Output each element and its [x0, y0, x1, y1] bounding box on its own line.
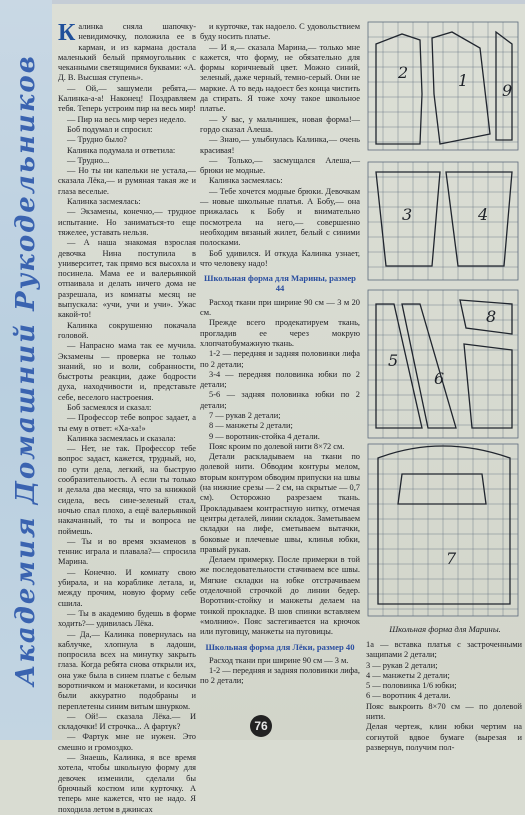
paragraph: — Да,— Калинка повернулась на каблучке, хлопнула в ладоши, попросила всех на минутку закрыть глаза. Когда ребята снова открыли их, она уже была в синем платье с белым воротничком и манжетами, и косички были аккуратно подобраны и переплетены синим витым шнурком. — [58, 629, 196, 711]
paragraph: 3-4 — передняя половинка юбки по 2 детали; — [200, 369, 360, 390]
page-number: 76 — [250, 715, 272, 737]
paragraph: Детали раскладываем на ткани по долевой нити. Обводим контуры мелом, вторым контуром обводим припуски на швы (на нижние срезы — 2 см, на скрытые — 0,7 см). Осторожно разрезаем ткань. Прокладываем контрастную нитку, отмечая центры деталей, линии складок. Заметываем складки на лифе, сметываем вытачки, боковые и плечевые швы, клинья юбки, правый рукав. — [200, 452, 360, 554]
sidebar-title: Академия Домашний Рукодельников — [11, 54, 41, 686]
pattern-piece-label: 4 — [478, 205, 489, 224]
paragraph: Калинка засмеялась: — [67, 197, 141, 207]
paragraph: Пояс кроим по долевой нити 8×72 см. — [209, 441, 345, 451]
text-column-2 — [200, 22, 360, 718]
paragraph: 3 — рукав 2 детали; — [366, 660, 438, 670]
paragraph: — Но ты ни капельки не устала,— сказала Лёка,— и румяная такая же и глаза веселые. — [58, 166, 196, 196]
paragraph: — Нет, не так. Профессор тебе вопрос задаст, кажется, трудный, но, по сути дела, легкий, на быструю сообразительность. А если ты только и делала два месяца, что за книжкой сидела, весь сине-зеленый стал, ночью спал плохо, а ещё валерьянкой накачанный, то ты и вопроса не поймешь. — [58, 444, 196, 536]
paragraph: 5-6 — задняя половинка юбки по 2 детали; — [200, 390, 360, 410]
paragraph: 5 — половинка 1/6 юбки; — [366, 681, 457, 691]
section-heading: Школьная форма для Марины, размер 44 — [204, 273, 356, 294]
paragraph: — И я,— сказала Марина,— только мне кажется, что форму, не обязательно для формы коричневый цвет. Можно синий, зеленый, даже черный, темно-серый. Они не маркие. А то ведь надоест без конца чистить да стирать. Я тоже хочу такое школьное платье. — [200, 42, 360, 114]
paragraph: — Тебе хочется модные брюки. Девочкам — новые школьные платья. А Бобу,— она прижалась к Бобу и внимательно посмотрела на него,— совершенно необходим вязаный жилет, белый с синими полосками. — [200, 186, 360, 248]
paragraph: — Ты и во время экзаменов в теннис играла и плавала?— спросила Марина. — [58, 536, 196, 567]
paragraph: — А наша знакомая взрослая девочка Нина поступила в университет, так прямо вся высохла и посинела. Мама ее и валерьянкой отпаивала и делать ничего дома не разрешала, из комнаты месяц не выпускала: «учи, учи и учи». Ужас какой-то! — [58, 238, 196, 320]
paragraph: — Пир на весь мир через недело. — [67, 114, 186, 124]
sidebar-banner — [0, 0, 52, 740]
paragraph: Калинка засмеялась и сказала: — [67, 433, 176, 443]
pattern-piece-label: 1 — [458, 71, 469, 90]
text-column-3 — [366, 640, 522, 753]
text-column-1 — [58, 20, 196, 814]
pattern-piece-label: 5 — [388, 351, 399, 370]
paragraph: Расход ткани при ширине 90 см — 3 м 20 см. — [200, 297, 360, 318]
paragraph: — Трудно... — [67, 155, 110, 165]
drop-cap: К — [58, 20, 76, 46]
pattern-piece-label: 7 — [446, 549, 457, 568]
paragraph: — Конечно. И комнату свою убирала, и на кораблике летала, и, между прочим, новую форму себе сшила. — [58, 567, 196, 608]
paragraph: — Трудно было? — [67, 135, 127, 145]
figure-caption: Школьная форма для Марины. — [389, 624, 501, 634]
pattern-piece-6 — [402, 304, 456, 428]
pattern-piece-label: 3 — [402, 205, 413, 224]
paragraph: 6 — воротник 4 детали. — [366, 691, 451, 701]
paragraph: Калинка сокрушенно покачала головой. — [58, 320, 196, 340]
paragraph: 7 — рукав 2 детали; — [209, 410, 281, 420]
paragraph: Калинка сняла шапочку-невидимочку, положила ее в карман, и из кармана достала маленький белый прямоугольник с чеканными светящимися буквами: «А. Д. В. Высшая ступень». — [58, 20, 196, 83]
paragraph: Прежде всего продекатируем ткань, прогладив ее через мокрую хлопчатобумажную ткань. — [200, 318, 360, 348]
paragraph: 9 — воротник-стойка 4 детали. — [209, 431, 320, 441]
paragraph: 1-2 — передняя и задняя половинки лифа, по 2 детали; — [200, 666, 360, 686]
paragraph: Боб засмеялся и сказал: — [67, 402, 152, 412]
paragraph: Расход ткани при ширине 90 см — 3 м. — [209, 655, 349, 665]
paragraph: — Ой!— сказала Лёка.— И складочки! И строчка... А фартук? — [58, 711, 196, 732]
paragraph: Боб удивился. И откуда Калинка узнает, что человеку надо! — [200, 248, 360, 268]
paragraph: — Ой,— зашумели ребята,— Калинка-а-а! Наконец! Поздравляем тебя. Теперь устроим пир на весь мир! — [58, 83, 196, 114]
paragraph: Калинка засмеялась: — [209, 176, 283, 186]
pattern-piece-label: 9 — [502, 81, 513, 100]
paragraph: Боб подумал и спросил: — [67, 124, 153, 134]
pattern-diagram — [362, 4, 525, 624]
paragraph: 1-2 — передняя и задняя половинки лифа по 2 детали; — [200, 349, 360, 369]
paragraph: — Ты в академию будешь в форме ходить?— удивилась Лёка. — [58, 608, 196, 629]
pattern-piece-7 — [378, 446, 510, 604]
paragraph: — Профессор тебе вопрос задает, а ты ему в ответ: «Ха-ха!» — [58, 413, 196, 433]
paragraph: Калинка подумала и ответила: — [67, 145, 176, 155]
paragraph: Делая чертеж, клин юбки чертим на согнутой вдвое бумаге (вырезая и развернув, получим пол- — [366, 722, 522, 752]
paragraph: Делаем примерку. После примерки в той же последовательности стачиваем все швы. Мягкие складки на юбке отстрачиваем отделочной строчкой до линии бедер. Воротник-стойку и манжеты делаем на тонкой прокладке. В шов спинки вставляем «молнию». Пояс застегивается на крючок или пуговицу, манжеты на пуговицы. — [200, 555, 360, 637]
section-heading: Школьная форма для Лёки, размер 40 — [205, 641, 355, 652]
pattern-piece-label: 8 — [486, 307, 497, 326]
paragraph: 8 — манжеты 2 детали; — [209, 421, 293, 431]
paragraph: — Только,— засмущался Алеша,— брюки не модные. — [200, 155, 360, 176]
paragraph: и курточке, так надоело. С удовольствием буду носить платье. — [200, 22, 360, 42]
paragraph: — Знаешь, Калинка, я все время хотела, чтобы школьную форму для девочек изменили, сделали бы брючный костюм или курточку. А теперь мне кажется, что не надо. Я походила летом в джинсах — [58, 753, 196, 814]
paragraph: — Напрасно мама так ее мучила. Экзамены — проверка не только знаний, но и воли, собранности, быстроты реакции, даже бодрости духа, находчивости и, представьте себе, веселого настроения. — [58, 341, 196, 402]
paragraph: 1а — вставка платья с застроченными защипами 2 детали; — [366, 640, 522, 660]
paragraph: — Экзамены, конечно,— трудное испытание. Но заниматься-то еще тяжелее, уставать нельзя. — [58, 207, 196, 237]
paragraph: 4 — манжеты 2 детали; — [366, 670, 450, 680]
paragraph: — Фартук мне не нужен. Это смешно и громоздко. — [58, 732, 196, 752]
paragraph: — У вас, у мальчишек, новая форма!— гордо сказал Алеша. — [200, 114, 360, 134]
pattern-piece-label: 6 — [434, 369, 445, 388]
paragraph: Пояс выкроить 8×70 см — по долевой нити. — [366, 701, 522, 722]
paragraph: — Знаю,— улыбнулась Калинка,— очень красивая! — [200, 135, 360, 155]
pattern-piece-label: 2 — [398, 63, 409, 82]
